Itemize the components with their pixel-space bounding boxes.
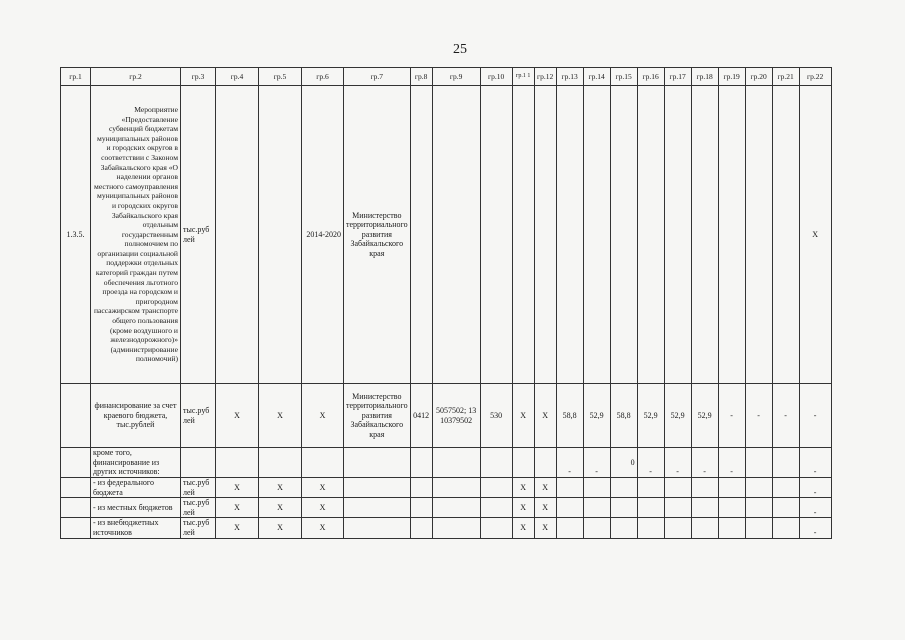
cell-gr11: X <box>512 478 534 498</box>
cell-gr6: X <box>302 384 344 448</box>
cell-gr4: X <box>216 498 259 518</box>
header-cell: гр.22 <box>799 68 831 86</box>
cell-gr10: 530 <box>480 384 512 448</box>
cell-gr12: X <box>534 478 556 498</box>
cell-gr18: 52,9 <box>691 384 718 448</box>
cell-gr22: - <box>799 384 831 448</box>
header-cell: гр.16 <box>637 68 664 86</box>
cell-code: 1.3.5. <box>61 86 91 384</box>
cell-gr5: X <box>259 478 302 498</box>
table-row-financing <box>61 384 832 448</box>
cell-gr22: - <box>799 478 831 498</box>
cell-description: - из федерального бюджета <box>91 478 181 498</box>
cell-gr20: - <box>745 384 772 448</box>
header-cell: гр.7 <box>344 68 411 86</box>
cell-gr9: 5057502; 1310379502 <box>432 384 480 448</box>
cell-gr21: - <box>772 384 799 448</box>
header-row <box>61 68 832 86</box>
header-cell: гр.20 <box>745 68 772 86</box>
cell-gr13: 58,8 <box>556 384 583 448</box>
table-row-offbudget <box>61 518 832 538</box>
cell-gr17: 52,9 <box>664 384 691 448</box>
cell-gr14: - <box>583 448 610 478</box>
cell-gr8: 0412 <box>410 384 432 448</box>
header-cell: гр.1 <box>61 68 91 86</box>
cell-gr19: - <box>718 384 745 448</box>
cell-unit: тыс.руб лей <box>181 478 216 498</box>
cell-gr15: 0 <box>610 448 637 478</box>
header-cell: гр.15 <box>610 68 637 86</box>
cell-description: кроме того, финансирование из других источников: <box>91 448 181 478</box>
header-cell: гр.21 <box>772 68 799 86</box>
cell-gr12: X <box>534 518 556 538</box>
cell-description: - из местных бюджетов <box>91 498 181 518</box>
cell-gr14: 52,9 <box>583 384 610 448</box>
cell-gr22: - <box>799 498 831 518</box>
cell-gr11: X <box>512 384 534 448</box>
page-number: 25 <box>453 42 467 57</box>
cell-gr4: X <box>216 518 259 538</box>
table-row-main <box>61 86 832 384</box>
cell-gr22: X <box>799 86 831 384</box>
cell-gr11: X <box>512 498 534 518</box>
cell-gr16: - <box>637 448 664 478</box>
cell-gr12: X <box>534 498 556 518</box>
cell-gr6: X <box>302 478 344 498</box>
header-cell: гр.8 <box>410 68 432 86</box>
cell-gr13: - <box>556 448 583 478</box>
cell-description: - из внебюджетных источников <box>91 518 181 538</box>
cell-gr6: X <box>302 518 344 538</box>
cell-gr22: - <box>799 448 831 478</box>
cell-gr11: X <box>512 518 534 538</box>
cell-gr12: X <box>534 384 556 448</box>
cell-description: Мероприятие «Предоставление субвенций бюджетам муниципальных районов и городских округов в соответствии с Законом Забайкальского края «О наделении органов местного самоуправления муниципальных районов и городских округов Забайкальского края отдельным государственным полномочием по организации социальной поддержки отдельных категорий граждан путем обеспечения льготного проезда на городском и пригородном пассажирском транспорте общего пользования (кроме воздушного и железнодорожного)» (администрирование полномочий) <box>91 86 181 384</box>
data-table <box>60 67 832 539</box>
cell-unit: тыс.руб лей <box>181 518 216 538</box>
header-cell: гр.10 <box>480 68 512 86</box>
cell-executor: Министерство территориального развития Забайкальского края <box>344 86 411 384</box>
header-cell: гр.6 <box>302 68 344 86</box>
header-cell: гр.12 <box>534 68 556 86</box>
cell-gr5: X <box>259 518 302 538</box>
header-cell: гр.19 <box>718 68 745 86</box>
cell-gr4: X <box>216 478 259 498</box>
cell-gr5: X <box>259 498 302 518</box>
cell-gr19: - <box>718 448 745 478</box>
header-cell: гр.1 1 <box>512 68 534 86</box>
cell-gr17: - <box>664 448 691 478</box>
header-cell: гр.5 <box>259 68 302 86</box>
cell-unit: тыс.руб лей <box>181 384 216 448</box>
header-cell: гр.3 <box>181 68 216 86</box>
cell-gr16: 52,9 <box>637 384 664 448</box>
cell-executor: Министерство территориального развития Забайкальского края <box>344 384 411 448</box>
header-cell: гр.14 <box>583 68 610 86</box>
cell-gr22: - <box>799 518 831 538</box>
cell-gr15: 58,8 <box>610 384 637 448</box>
table-row-other <box>61 448 832 478</box>
cell-gr4: X <box>216 384 259 448</box>
header-cell: гр.17 <box>664 68 691 86</box>
cell-gr5: X <box>259 384 302 448</box>
header-cell: гр.2 <box>91 68 181 86</box>
cell-unit: тыс.руб лей <box>181 86 216 384</box>
header-cell: гр.9 <box>432 68 480 86</box>
cell-unit: тыс.руб лей <box>181 498 216 518</box>
cell-description: финансирование за счет краевого бюджета, тыс.рублей <box>91 384 181 448</box>
header-cell: гр.18 <box>691 68 718 86</box>
cell-period: 2014-2020 <box>302 86 344 384</box>
cell-gr18: - <box>691 448 718 478</box>
table-row-federal <box>61 478 832 498</box>
header-cell: гр.13 <box>556 68 583 86</box>
table-row-local <box>61 498 832 518</box>
header-cell: гр.4 <box>216 68 259 86</box>
cell-gr6: X <box>302 498 344 518</box>
